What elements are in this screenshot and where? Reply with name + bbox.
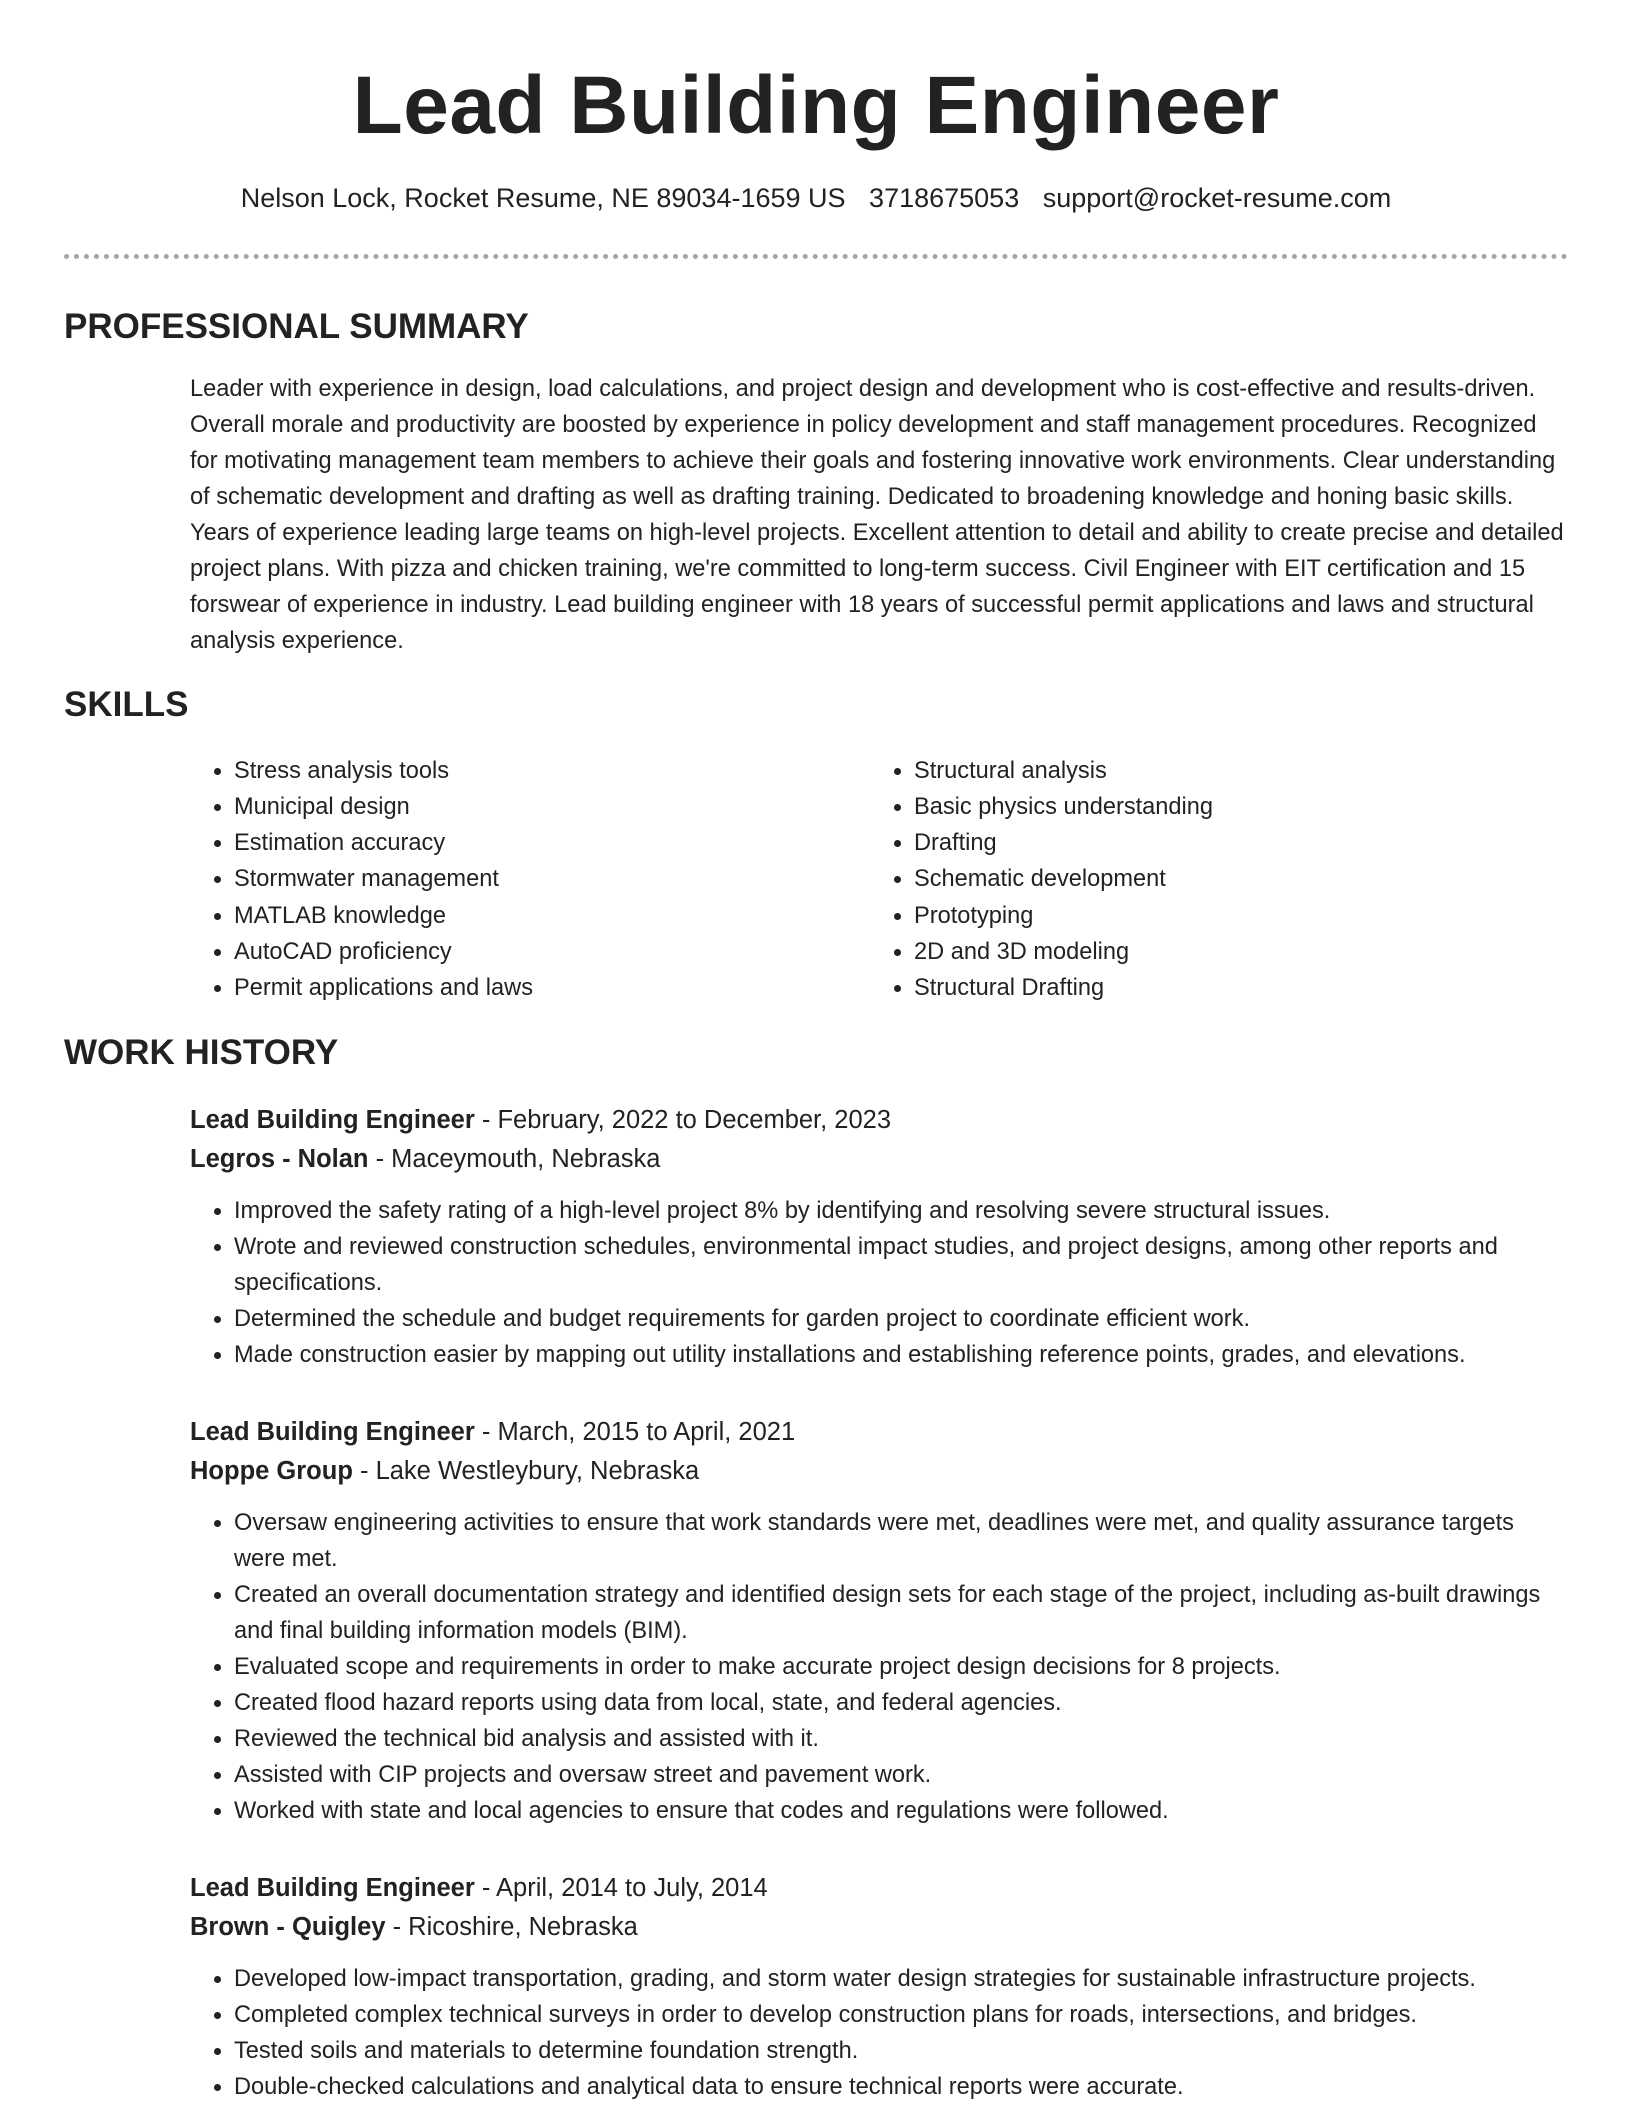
skill-item: • Permit applications and laws: [234, 970, 870, 1006]
skill-item: • AutoCAD proficiency: [234, 934, 870, 970]
summary-text: Leader with experience in design, load calculations, and project design and development who is cost-effective and results-driven. Overall morale and productivity are boosted by experience in policy development and staff management procedures. Recognized for motivating management team members to achieve their goals and fostering innovative work environments. Clear understanding of schematic development and drafting as well as drafting training. Dedicated to broadening knowledge and honing basic skills. Years of experience leading large teams on high-level projects. Excellent attention to detail and ability to create precise and detailed project plans. With pizza and chicken training, we're committed to long-term success. Civil Engineer with EIT certification and 15 forswear of experience in industry. Lead building engineer with 18 years of successful permit applications and laws and structural analysis experience.: [190, 376, 1564, 654]
job-bullet: • Completed complex technical surveys in order to develop construction plans for roads, intersections, and bridges.: [234, 1997, 1568, 2033]
job-title: Lead Building Engineer: [190, 1417, 475, 1446]
job-company: Legros - Nolan: [190, 1144, 369, 1173]
job-title-line: [190, 1413, 1568, 1452]
skills-column-left: [190, 753, 870, 1007]
job-dates: - February, 2022 to December, 2023: [474, 1105, 892, 1134]
job-bullet: • Oversaw engineering activities to ensure that work standards were met, deadlines were met, and quality assurance targets were met.: [234, 1505, 1568, 1577]
job-company: Hoppe Group: [190, 1456, 353, 1485]
job-bullets: [190, 1505, 1568, 1829]
job-entry: [190, 1413, 1568, 1829]
skills-list: [190, 753, 1568, 1007]
skills-heading: SKILLS: [64, 684, 189, 724]
job-entry: [190, 1101, 1568, 1373]
job-title: Lead Building Engineer: [190, 1873, 475, 1902]
job-bullet: • Improved the safety rating of a high-level project 8% by identifying and resolving severe structural issues.: [234, 1193, 1568, 1229]
contact-phone: 3718675053: [869, 183, 1020, 213]
contact-address: Nelson Lock, Rocket Resume, NE 89034-1659 US: [240, 183, 846, 213]
job-bullet: • Created flood hazard reports using data from local, state, and federal agencies.: [234, 1685, 1568, 1721]
job-bullet: • Created an overall documentation strategy and identified design sets for each stage of the project, including as-built drawings and final building information models (BIM).: [234, 1577, 1568, 1649]
skill-item: • MATLAB knowledge: [234, 898, 870, 934]
job-bullets: [190, 1961, 1568, 2105]
skill-item: • Estimation accuracy: [234, 825, 870, 861]
resume-title: Lead Building Engineer: [352, 60, 1280, 151]
job-dates: - March, 2015 to April, 2021: [474, 1417, 796, 1446]
job-location: - Lake Westleybury, Nebraska: [352, 1456, 700, 1485]
job-dates: - April, 2014 to July, 2014: [474, 1873, 768, 1902]
job-entry: [190, 1869, 1568, 2105]
job-bullets: [190, 1193, 1568, 1373]
job-bullet: • Double-checked calculations and analytical data to ensure technical reports were accurate.: [234, 2069, 1568, 2105]
job-bullet: • Wrote and reviewed construction schedules, environmental impact studies, and project designs, among other reports and specifications.: [234, 1229, 1568, 1301]
job-company-line: [190, 1452, 1568, 1491]
job-company-line: [190, 1908, 1568, 1947]
job-bullet: • Determined the schedule and budget requirements for garden project to coordinate efficient work.: [234, 1301, 1568, 1337]
job-bullet: • Evaluated scope and requirements in order to make accurate project design decisions for 8 projects.: [234, 1649, 1568, 1685]
skills-column-right: [870, 753, 1514, 1007]
job-bullet: • Developed low-impact transportation, grading, and storm water design strategies for sustainable infrastructure projects.: [234, 1961, 1568, 1997]
job-bullet: • Worked with state and local agencies to ensure that codes and regulations were followed.: [234, 1793, 1568, 1829]
job-title-line: [190, 1869, 1568, 1908]
contact-line: [64, 180, 1568, 216]
skill-item: • Schematic development: [914, 861, 1514, 897]
job-location: - Maceymouth, Nebraska: [368, 1144, 661, 1173]
header-divider: [64, 254, 1568, 259]
skill-item: • Structural analysis: [914, 753, 1514, 789]
summary-heading: PROFESSIONAL SUMMARY: [64, 307, 529, 346]
resume-page: [64, 0, 1568, 2105]
skill-item: • Stress analysis tools: [234, 753, 870, 789]
job-company-line: [190, 1140, 1568, 1179]
job-title: Lead Building Engineer: [190, 1105, 475, 1134]
job-location: - Ricoshire, Nebraska: [385, 1912, 638, 1941]
contact-email: support@rocket-resume.com: [1042, 183, 1392, 213]
skill-item: • Municipal design: [234, 789, 870, 825]
skill-item: • Basic physics understanding: [914, 789, 1514, 825]
job-bullet: • Reviewed the technical bid analysis and assisted with it.: [234, 1721, 1568, 1757]
skill-item: • 2D and 3D modeling: [914, 934, 1514, 970]
job-bullet: • Made construction easier by mapping out utility installations and establishing reference points, grades, and elevations.: [234, 1337, 1568, 1373]
job-company: Brown - Quigley: [190, 1912, 386, 1941]
skill-item: • Drafting: [914, 825, 1514, 861]
skill-item: • Prototyping: [914, 898, 1514, 934]
job-bullet: • Assisted with CIP projects and oversaw street and pavement work.: [234, 1757, 1568, 1793]
skill-item: • Stormwater management: [234, 861, 870, 897]
skill-item: • Structural Drafting: [914, 970, 1514, 1006]
job-title-line: [190, 1101, 1568, 1140]
work-history-heading: WORK HISTORY: [64, 1032, 339, 1072]
job-bullet: • Tested soils and materials to determine foundation strength.: [234, 2033, 1568, 2069]
